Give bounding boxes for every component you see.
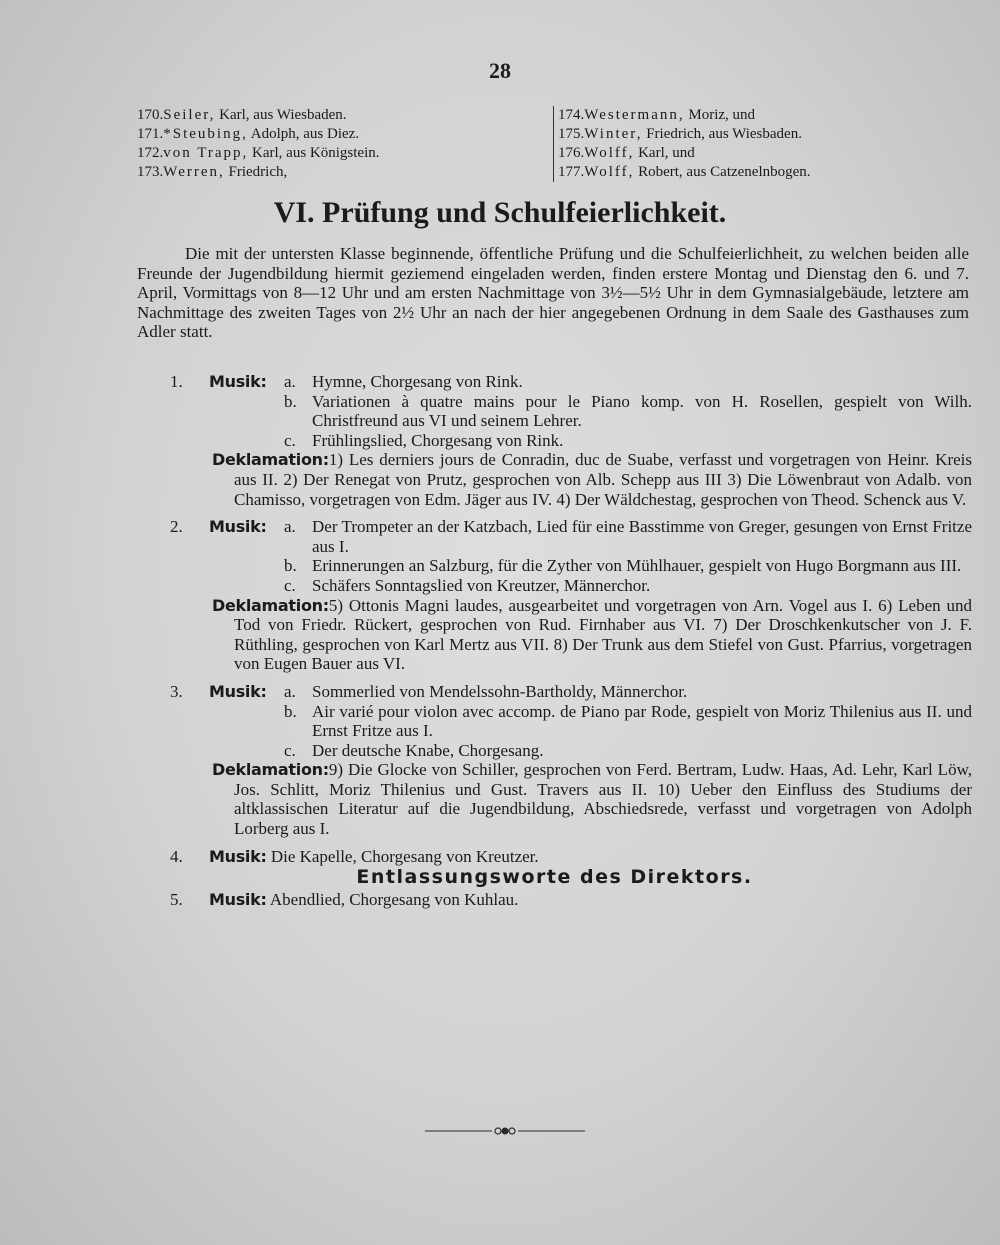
student-surname: *Steubing, — [163, 126, 248, 142]
music-item — [137, 556, 972, 576]
music-label: Musik: — [209, 372, 267, 391]
student-details: Karl, und — [634, 145, 695, 161]
student-surname: Seiler, — [163, 107, 216, 123]
student-number: 174. — [558, 107, 585, 123]
music-row — [137, 890, 972, 910]
student-details: Adolph, aus Diez. — [247, 126, 360, 142]
student-entry — [558, 144, 978, 163]
student-surname: Winter, — [584, 126, 643, 142]
program-item — [137, 682, 972, 839]
music-item-text: Schäfers Sonntagslied von Kreutzer, Männerchor. — [312, 575, 651, 595]
section-title: VI. Prüfung und Schulfeierlichkeit. — [273, 196, 727, 229]
music-item-text: Erinnerungen an Salzburg, für die Zyther von Mühlhauer, gespielt von Hugo Borgmann aus III. — [312, 556, 962, 576]
program-number: 4. — [170, 846, 183, 866]
program-item — [137, 890, 972, 910]
student-entry — [558, 163, 978, 182]
student-list-right — [553, 106, 978, 182]
declamation-paragraph — [137, 450, 972, 509]
student-number: 177. — [558, 164, 585, 180]
music-item-text: Der deutsche Knabe, Chorgesang. — [312, 740, 544, 760]
spacer — [137, 839, 972, 847]
student-entry — [137, 163, 537, 182]
program-item — [137, 847, 972, 867]
music-item — [137, 392, 972, 431]
student-number: 173. — [137, 164, 164, 180]
student-details: Karl, aus Wiesbaden. — [215, 107, 347, 123]
declamation-text: 5) Ottonis Magni laudes, ausgearbeitet und vorgetragen von Arn. Vogel aus I. 6) Leben und Tod von Friedr. Rückert, gesprochen von Rud. Firnhaber aus VI. 7) Der Droschkenkutscher von J. F. Rüthling, gesprochen von Karl Mertz aus VII. 8) Der Trunk aus dem Stiefel von Gust. Pfarrius, vorgetragen von Eugen Bauer aus VI. — [234, 595, 972, 674]
student-entry — [558, 125, 978, 144]
music-item-text: Frühlingslied, Chorgesang von Rink. — [312, 430, 564, 450]
director-words-heading: Entlassungsworte des Direktors. — [356, 866, 753, 889]
music-row — [137, 847, 972, 867]
music-item-key: c. — [284, 740, 296, 760]
music-item — [137, 741, 972, 761]
music-item-key: b. — [284, 391, 297, 411]
music-label: Musik: — [209, 889, 267, 909]
student-details: Robert, aus Catzenelnbogen. — [634, 164, 811, 180]
student-entry — [558, 106, 978, 125]
student-surname: Wolff, — [584, 145, 635, 161]
music-item-text: Der Trompeter an der Katzbach, Lied für eine Basstimme von Greger, gesungen von Ernst Fritze aus I. — [312, 517, 972, 556]
music-item-key: a. — [284, 372, 296, 391]
program-number: 5. — [170, 889, 183, 909]
program-number: 1. — [170, 372, 183, 391]
spacer — [137, 674, 972, 682]
music-item-text: Abendlied, Chorgesang von Kuhlau. — [269, 889, 519, 909]
declamation-text: 1) Les derniers jours de Conradin, duc de Suabe, verfasst und vorgetragen von Heinr. Kreis aus II. 2) Der Renegat von Prutz, gesprochen von Alb. Schepp aus III 3) Die Löwenbraut von Adalb. von Chamisso, vorgetragen von Edm. Jäger aus IV. 4) Der Wäldchestag, gesprochen von Theod. Schenck aus V. — [234, 450, 972, 509]
intro-text: Die mit der untersten Klasse beginnende, öffentliche Prüfung und die Schulfeierlichheit, zu welchen beiden alle Freunde der Jugendbildung hiermit geziemend eingeladen werden, finden erstere Montag und Dienstag den 6. und 7. April, Vormittags von 8—12 Uhr und am ersten Nachmittage von 3½—5½ Uhr in dem Gymnasialgebäude, letztere am Nachmittage des zweiten Tages von 2½ Uhr an nach der hier angegebenen Ordnung in dem Saale des Gasthauses zum Adler statt. — [137, 244, 969, 342]
declamation-paragraph — [137, 596, 972, 674]
student-number: 175. — [558, 126, 585, 142]
music-label: Musik: — [209, 681, 267, 701]
music-item-text: Hymne, Chorgesang von Rink. — [312, 372, 523, 391]
student-list-left — [137, 106, 537, 182]
music-item — [137, 431, 972, 451]
page-number: 28 — [489, 58, 511, 83]
music-item-key: a. — [284, 681, 296, 701]
student-number: 172. — [137, 145, 164, 161]
student-details: Friedrich, — [224, 164, 288, 180]
music-item-key: a. — [284, 517, 296, 537]
music-item-key: b. — [284, 556, 297, 576]
program-item — [137, 517, 972, 674]
program-item — [137, 372, 972, 509]
student-entry — [137, 106, 537, 125]
student-number: 170. — [137, 107, 164, 123]
music-item-key: c. — [284, 430, 296, 450]
music-item — [137, 372, 972, 392]
student-number: 176. — [558, 145, 585, 161]
ornament-divider — [420, 1124, 590, 1138]
declamation-label: Deklamation: — [212, 760, 329, 780]
music-label: Musik: — [209, 517, 267, 537]
declamation-label: Deklamation: — [212, 450, 329, 470]
declamation-paragraph — [137, 760, 972, 838]
student-details: Karl, aus Königstein. — [248, 145, 380, 161]
music-item-text: Variationen à quatre mains pour le Piano komp. von H. Rosellen, gespielt von Wilh. Christfreund aus VI und seinem Lehrer. — [312, 391, 972, 431]
music-item — [137, 517, 972, 556]
student-entry — [137, 125, 537, 144]
student-surname: von Trapp, — [163, 145, 249, 161]
student-details: Moriz, und — [684, 107, 756, 123]
music-item-key: c. — [284, 575, 296, 595]
music-item-text: Die Kapelle, Chorgesang von Kreutzer. — [270, 846, 539, 866]
program-list — [137, 372, 972, 909]
music-item-key: b. — [284, 701, 297, 721]
student-entry — [137, 144, 537, 163]
declamation-text: 9) Die Glocke von Schiller, gesprochen von Ferd. Bertram, Ludw. Haas, Ad. Lehr, Karl Löw, Jos. Schlitt, Moriz Thilenius und Gust. Travers aus II. 10) Ueber den Einfluss des Studiums der altklassischen Literatur auf die Jugendbildung, Abschiedsrede, verfasst und vorgetragen von Adolph Lorberg aus I. — [234, 760, 972, 839]
music-item-text: Air varié pour violon avec accomp. de Piano par Rode, gespielt von Moriz Thilenius aus II. und Ernst Fritze aus I. — [312, 701, 972, 741]
music-item — [137, 702, 972, 741]
declamation-label: Deklamation: — [212, 595, 329, 615]
spacer — [137, 509, 972, 517]
student-surname: Westermann, — [584, 107, 685, 123]
program-number: 3. — [170, 681, 183, 701]
student-details: Friedrich, aus Wiesbaden. — [642, 126, 802, 142]
program-number: 2. — [170, 517, 183, 537]
music-label: Musik: — [209, 846, 267, 866]
music-item-text: Sommerlied von Mendelssohn-Bartholdy, Männerchor. — [312, 681, 688, 701]
student-surname: Wolff, — [584, 164, 635, 180]
intro-paragraph — [137, 244, 969, 342]
student-number: 171. — [137, 126, 164, 142]
student-surname: Werren, — [163, 164, 225, 180]
music-item — [137, 576, 972, 596]
music-item — [137, 682, 972, 702]
